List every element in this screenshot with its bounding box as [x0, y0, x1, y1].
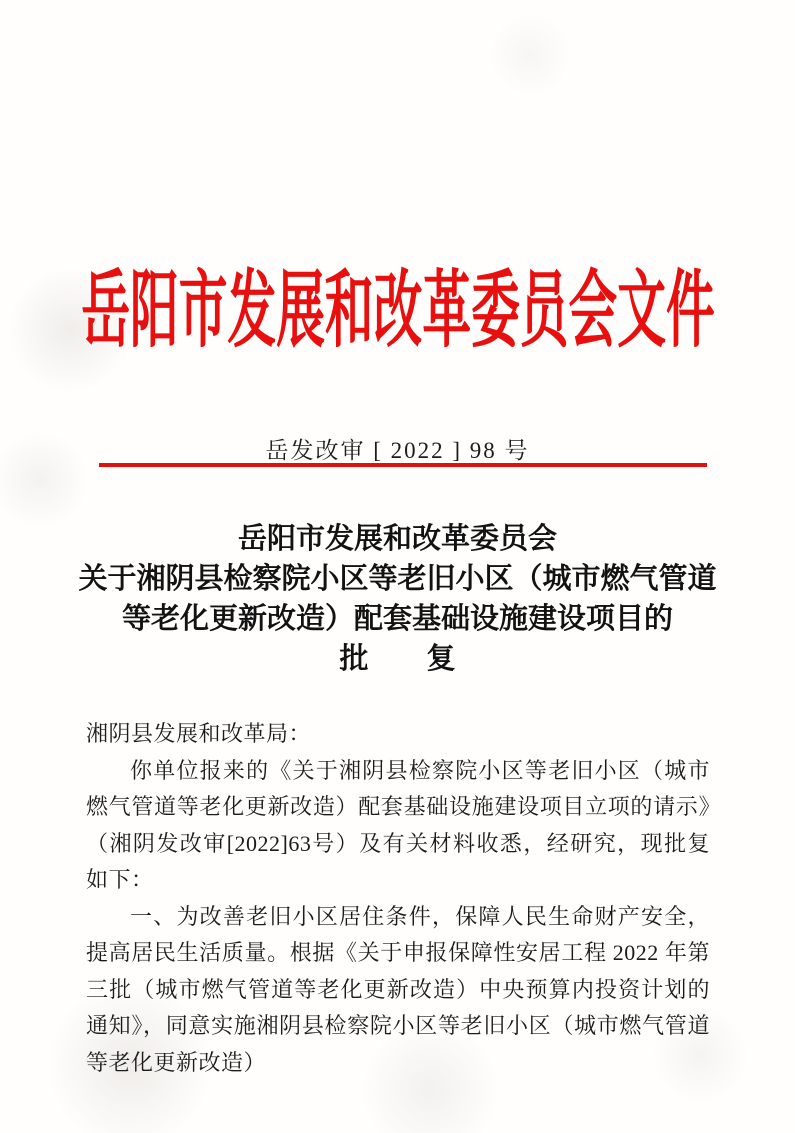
red-divider-line [99, 463, 707, 467]
title-line-reply: 批 复 [339, 643, 456, 675]
agency-banner-text: 岳阳市发展和改革委员会文件 [80, 265, 715, 358]
title-line-subject-2: 等老化更新改造）配套基础设施建设项目的 [121, 603, 673, 635]
salutation: 湘阴县发展和改革局： [86, 721, 312, 746]
body-paragraph: 你单位报来的《关于湘阴县检察院小区等老旧小区（城市燃气管道等老化更新改造）配套基础设施建设项目立项的请示》（湘阴发改审[2022]63号）及有关材料收悉，经研究，现批复如下： [86, 757, 710, 892]
red-header-banner [0, 265, 795, 358]
document-number: 岳发改审 [ 2022 ] 98 号 [265, 438, 530, 463]
document-body [86, 716, 710, 1081]
title-line-subject-1: 关于湘阴县检察院小区等老旧小区（城市燃气管道 [78, 563, 717, 595]
title-line-agency: 岳阳市发展和改革委员会 [237, 523, 557, 555]
document-title [40, 519, 755, 679]
body-paragraph: 一、为改善老旧小区居住条件，保障人民生命财产安全，提高居民生活质量。根据《关于申报保障性安居工程 2022 年第三批（城市燃气管道等老化更新改造）中央预算内投资计划的通知》，同意实施湘阴县检察院小区等老旧小区（城市燃气管道等老化更新改造） [86, 903, 710, 1075]
